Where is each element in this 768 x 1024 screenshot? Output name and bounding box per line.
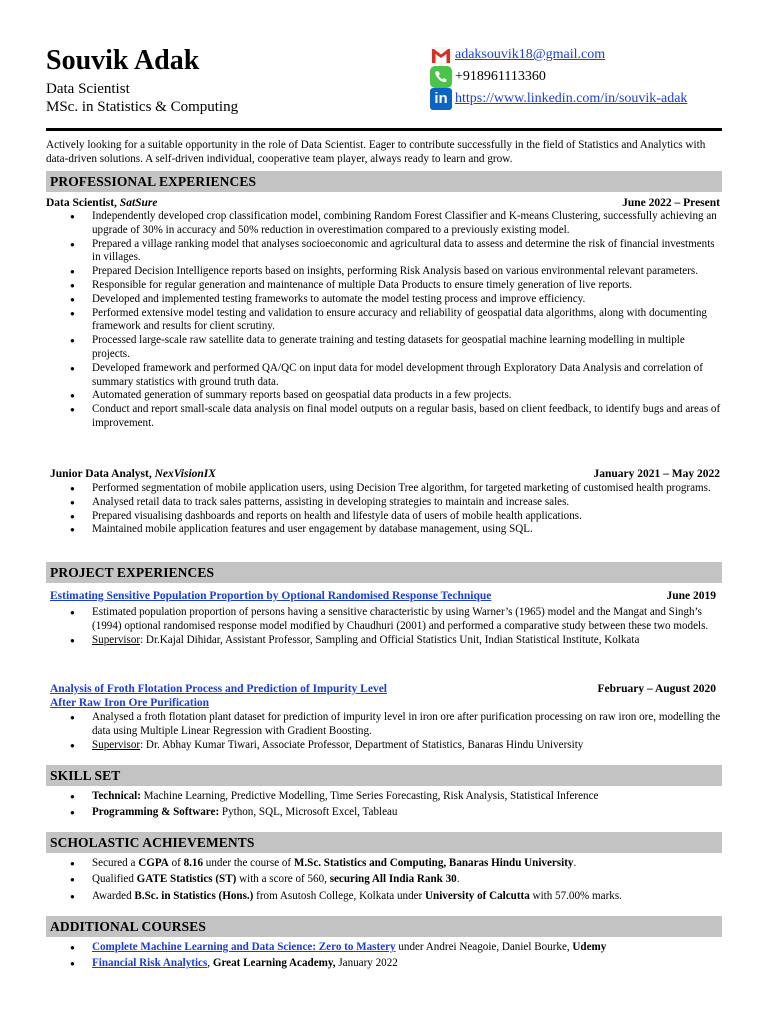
section-heading: SKILL SET <box>50 768 121 783</box>
text-run: M.Sc. Statistics and Computing, Banaras Hindu University <box>293 857 574 869</box>
job-entry-header <box>46 196 722 210</box>
job-role: Junior Data Analyst, <box>50 468 155 480</box>
list-item: ● Prepared Decision Intelligence reports based on insights, performing Risk Analysis based on various environmental relevant parameters. <box>46 265 722 279</box>
section-professional <box>46 171 722 192</box>
list-item: ● Estimated population proportion of persons having a sensitive characteristic by using Warner’s (1965) model and the Mangat and Singh’s (1994) optional randomised response model modified by Chaudhuri (2001) and performed a comparative study between these two models. <box>46 606 722 634</box>
job-bullets <box>46 210 722 431</box>
list-item <box>46 634 722 648</box>
supervisor-text: : Dr.Kajal Dihidar, Assistant Professor, Sampling and Official Statistics Unit, Indian Statistical Institute, Kolkata <box>140 633 640 646</box>
section-heading: PROJECT EXPERIENCES <box>50 565 215 580</box>
supervisor-label: Supervisor <box>92 633 141 646</box>
linkedin-row <box>430 88 687 110</box>
degree: MSc. in Statistics & Computing <box>46 99 239 115</box>
list-item: ● Analysed retail data to track sales patterns, assisting in developing strategies to maintain and increase sales. <box>46 496 722 510</box>
list-item <box>46 739 722 753</box>
courses-list <box>46 941 722 971</box>
job-company: SatSure <box>119 197 158 209</box>
text-run: from Asutosh College, Kolkata under <box>253 889 426 902</box>
skill-values: Python, SQL, Microsoft Excel, Tableau <box>219 805 398 818</box>
section-heading: SCHOLASTIC ACHIEVEMENTS <box>50 835 255 850</box>
list-item: ● Maintained mobile application features and user engagement by database management, using SQL. <box>46 523 722 537</box>
text-run: Udemy <box>572 941 607 953</box>
text-run: January 2022 <box>335 957 398 970</box>
list-item <box>46 957 722 971</box>
project-bullets <box>46 711 722 752</box>
course-link[interactable]: Financial Risk Analytics <box>92 957 208 970</box>
list-item <box>46 941 722 955</box>
project-header <box>50 589 720 603</box>
job-bullets <box>46 482 722 537</box>
resume-header <box>46 44 722 128</box>
email-link[interactable]: adaksouvik18@gmail.com <box>455 47 606 62</box>
text-run: CGPA <box>138 857 169 869</box>
list-item: ● Performed extensive model testing and validation to ensure accuracy and reliability of geospatial data algorithms, along with documenting framework and results for client scrutiny. <box>46 307 722 335</box>
text-run: , <box>207 957 213 970</box>
job-title: Data Scientist <box>46 81 130 97</box>
list-item: ● Automated generation of summary reports based on geospatial data products in a few projects. <box>46 389 722 403</box>
phone-row <box>430 66 546 88</box>
candidate-name: Souvik Adak <box>46 45 200 76</box>
list-item: ● Prepared visualising dashboards and reports on health and lifestyle data of users of mobile health applications. <box>46 510 722 524</box>
list-item: ● Conduct and report small-scale data analysis on final model outputs on a regular basis, based on client feedback, to identify bugs and areas of improvement. <box>46 403 722 431</box>
skill-label: Technical: <box>92 790 141 802</box>
job-role: Data Scientist, <box>46 197 120 209</box>
skill-label: Programming & Software: <box>92 805 220 818</box>
phone-icon <box>430 66 452 88</box>
summary-text: Actively looking for a suitable opportunity in the role of Data Scientist. Eager to contribute successfully in the field of Statistics and Analytics with data-driven solutions. A self-driven individual, cooperative team player, always ready to learn and grow. <box>46 139 706 165</box>
job-dates: January 2021 – May 2022 <box>593 468 720 480</box>
text-run: Secured a <box>92 857 139 869</box>
text-run: with a score of 560, <box>236 873 330 886</box>
text-run: University of Calcutta <box>425 889 530 902</box>
text-run: of <box>168 857 184 869</box>
section-courses <box>46 916 722 937</box>
list-item: ● Analysed a froth flotation plant dataset for prediction of impurity level in iron ore after purification processing on raw iron ore, modelling the data using Multiple Linear Regression with Gradient Boosting. <box>46 711 722 739</box>
list-item: ● Developed and implemented testing frameworks to automate the model testing process and improve efficiency. <box>46 293 722 307</box>
text-run: . <box>573 857 577 869</box>
section-scholastic <box>46 832 722 853</box>
text-run: Awarded <box>92 889 135 902</box>
section-heading: ADDITIONAL COURSES <box>50 919 206 934</box>
list-item: ● Developed framework and performed QA/QC on input data for model development through Exploratory Data Analysis and correlation of summary statistics with ground truth data. <box>46 362 722 390</box>
project-title-link[interactable]: Analysis of Froth Flotation Process and Prediction of Impurity Level <box>50 683 388 695</box>
text-run: B.Sc. in Statistics (Hons.) <box>134 889 254 902</box>
project-title-link[interactable]: Estimating Sensitive Population Proportion by Optional Randomised Response Technique <box>50 590 492 602</box>
linkedin-icon: in <box>430 88 452 110</box>
list-item: ● Prepared a village ranking model that analyses socioeconomic and agricultural data to assess and determine the risk of financial investments in villages. <box>46 238 722 266</box>
skill-values: Machine Learning, Predictive Modelling, Time Series Forecasting, Risk Analysis, Statistical Inference <box>140 790 599 802</box>
list-item <box>46 873 722 887</box>
list-item <box>46 790 722 804</box>
text-run: with 57.00% marks. <box>529 889 622 902</box>
text-run: under the course of <box>203 857 294 869</box>
text-run: 8.16 <box>183 857 204 869</box>
section-skills <box>46 765 722 786</box>
job-entry-header <box>50 467 722 481</box>
list-item <box>46 806 722 820</box>
text-run: Great Learning Academy, <box>212 957 336 970</box>
list-item: ● Responsible for regular generation and maintenance of multiple Data Products to ensure timely generation of live reports. <box>46 279 722 293</box>
list-item <box>46 857 722 871</box>
project-header <box>50 682 720 710</box>
text-run: under Andrei Neagoie, Daniel Bourke, <box>395 941 573 953</box>
list-item: ● Independently developed crop classification model, combining Random Forest Classifier and K-means Clustering, successfully achieving an upgrade of 30% in accuracy and 50% reduction in overestimation compared to a previously existing model. <box>46 210 722 238</box>
linkedin-link[interactable]: https://www.linkedin.com/in/souvik-adak <box>455 91 688 106</box>
supervisor-text: : Dr. Abhay Kumar Tiwari, Associate Professor, Department of Statistics, Banaras Hindu University <box>140 738 584 751</box>
text-run: securing All India Rank 30 <box>329 873 457 886</box>
supervisor-label: Supervisor <box>92 738 141 751</box>
section-projects <box>46 562 722 583</box>
text-run: GATE Statistics (ST) <box>136 873 237 886</box>
project-bullets <box>46 606 722 647</box>
project-dates: February – August 2020 <box>597 683 716 695</box>
scholastic-list <box>46 857 722 904</box>
list-item: ● Performed segmentation of mobile application users, using Decision Tree algorithm, for targeted marketing of customised health programs. <box>46 482 722 496</box>
job-company: NexVisionIX <box>154 468 216 480</box>
section-heading: PROFESSIONAL EXPERIENCES <box>50 174 257 189</box>
job-dates: June 2022 – Present <box>622 197 720 209</box>
gmail-icon <box>430 44 452 66</box>
list-item: ● Processed large-scale raw satellite data to generate training and testing datasets for geospatial machine learning modelling in multiple projects. <box>46 334 722 362</box>
project-title-link[interactable]: After Raw Iron Ore Purification <box>50 697 210 709</box>
header-divider <box>46 128 722 131</box>
text-run: Qualified <box>92 873 137 886</box>
phone-number: +918961113360 <box>455 69 546 84</box>
project-dates: June 2019 <box>666 590 716 602</box>
email-row <box>430 44 605 66</box>
text-run: . <box>456 873 460 886</box>
skills-list <box>46 790 722 820</box>
list-item <box>46 890 722 904</box>
course-link[interactable]: Complete Machine Learning and Data Science: Zero to Mastery <box>92 941 396 953</box>
